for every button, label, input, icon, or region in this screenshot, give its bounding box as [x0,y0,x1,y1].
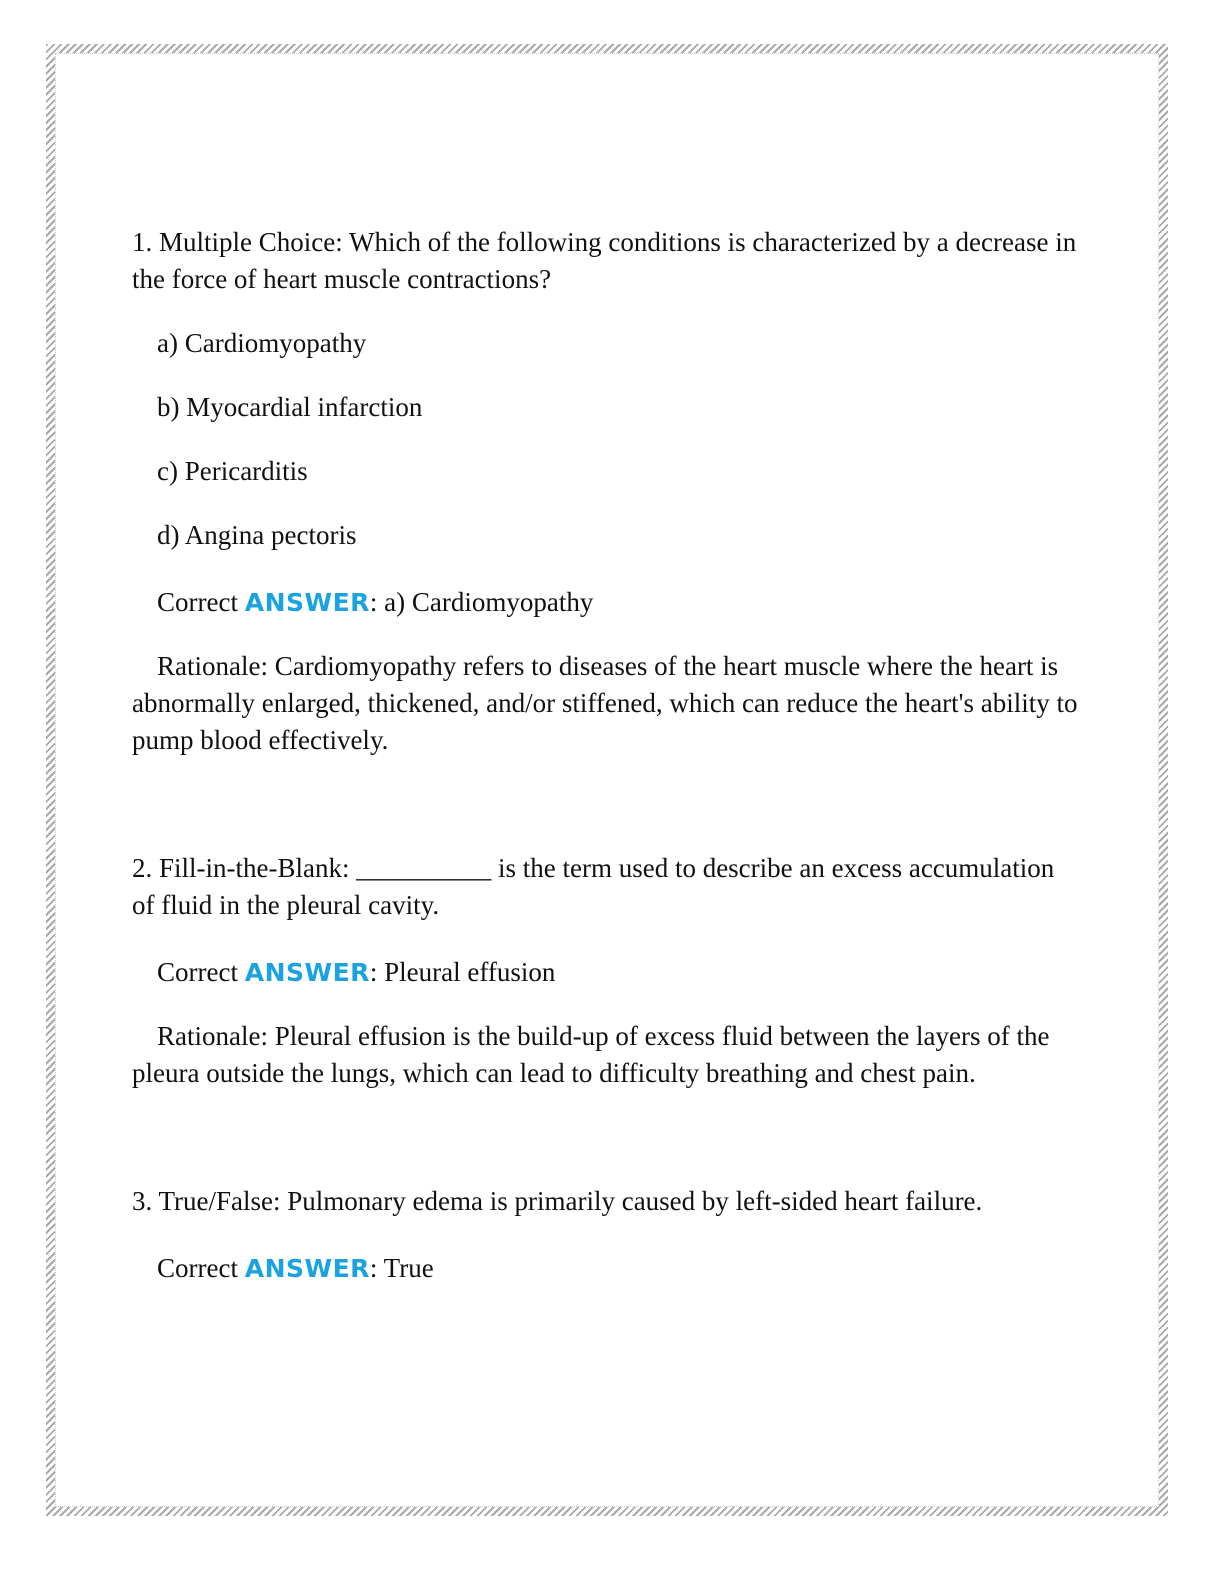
question-1 [132,224,1082,759]
question-text: 1. Multiple Choice: Which of the following conditions is characterized by a decrease in the force of heart muscle contractions? [132,227,1077,294]
rationale-text: Rationale: Cardiomyopathy refers to diseases of the heart muscle where the heart is abnormally enlarged, thickened, and/or stiffened, which can reduce the heart's ability to pump blood effectively. [132,651,1078,755]
answer-keyword: ANSWER [244,1254,370,1283]
answer-line [157,1250,1082,1287]
question-text: 2. Fill-in-the-Blank: __________ is the term used to describe an excess accumulation of fluid in the pleural cavity. [132,853,1055,920]
option-d: d) Angina pectoris [157,520,357,550]
answer-line [157,954,1082,991]
correct-prefix: Correct [157,587,238,617]
question-3 [132,1183,1082,1287]
answer-keyword: ANSWER [244,958,370,987]
question-text: 3. True/False: Pulmonary edema is primarily caused by left-sided heart failure. [132,1186,983,1216]
rationale-text: Rationale: Pleural effusion is the build-up of excess fluid between the layers of the pleura outside the lungs, which can lead to difficulty breathing and chest pain. [132,1021,1050,1088]
answer-keyword: ANSWER [244,588,370,617]
question-2 [132,850,1082,1092]
document-content [132,224,1082,1287]
answer-value: : a) Cardiomyopathy [369,587,594,617]
option-a: a) Cardiomyopathy [157,328,367,358]
correct-prefix: Correct [157,957,238,987]
option-c: c) Pericarditis [157,456,308,486]
answer-value: : Pleural effusion [369,957,556,987]
correct-prefix: Correct [157,1253,238,1283]
answer-value: : True [369,1253,434,1283]
option-b: b) Myocardial infarction [157,392,423,422]
answer-line [157,584,1082,621]
